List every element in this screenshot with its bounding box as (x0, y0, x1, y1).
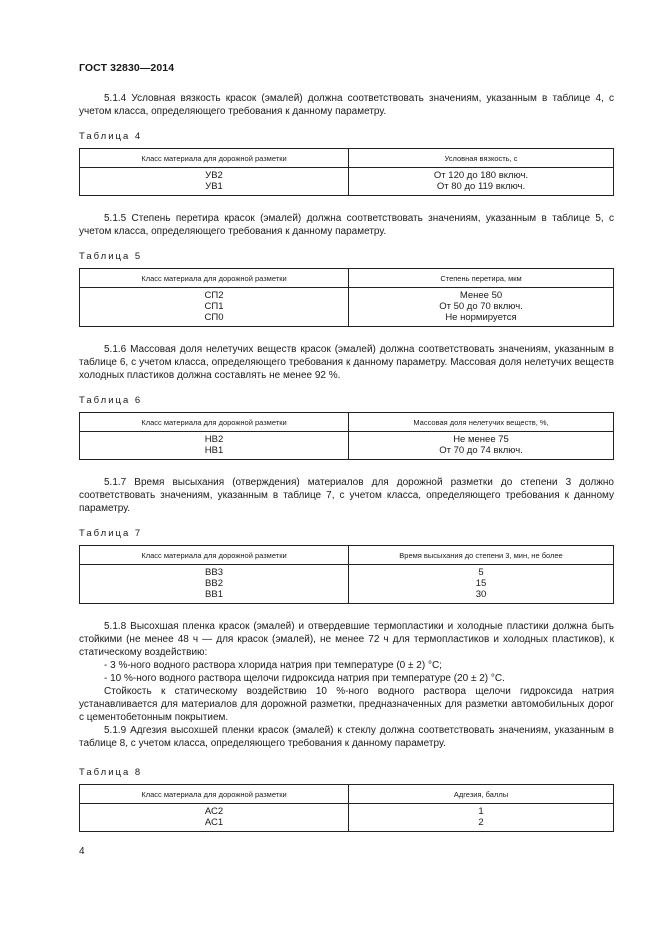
section-5-1-4 (79, 92, 614, 118)
class-code: ВВ2 (205, 578, 223, 589)
table-cell-value (349, 168, 614, 196)
class-code: СП2 (204, 290, 224, 301)
section-5-1-8 (79, 620, 614, 750)
table-cell-class (80, 804, 349, 832)
table-cell-value (349, 804, 614, 832)
class-code: СП1 (204, 301, 224, 312)
table-header-class: Класс материала для дорожной разметки (80, 413, 349, 432)
value-text: 5 (478, 567, 484, 578)
value-text: От 80 до 119 включ. (436, 181, 526, 192)
class-code: ВВ3 (205, 567, 223, 578)
table-header-value: Адгезия, баллы (349, 785, 614, 804)
table-8-caption: Таблица 8 (79, 767, 143, 778)
paragraph-text: 5.1.7 Время высыхания (отверждения) материалов для дорожной разметки до степени 3 должно соответствовать значениям, указанным в таблице 7, с учетом класса, определяющего требования к данному параметру. (79, 477, 614, 514)
table-header-row (80, 413, 614, 432)
class-code: АС1 (204, 817, 224, 828)
table-header-class: Класс материала для дорожной разметки (80, 546, 349, 565)
table-body-row (80, 168, 614, 196)
class-code: АС2 (204, 806, 224, 817)
paragraph-text: 5.1.5 Степень перетира красок (эмалей) должна соответствовать значениям, указанным в таблице 5, с учетом класса, определяющего требования к данному параметру. (79, 213, 614, 237)
table-header-class: Класс материала для дорожной разметки (80, 785, 349, 804)
value-text: Не менее 75 (453, 434, 509, 445)
table-header-row (80, 546, 614, 565)
page-number: 4 (79, 846, 85, 857)
section-5-1-9: 5.1.9 Адгезия высохшей пленки красок (эмалей) к стеклу должна соответствовать значениям, указанным в таблице 8, с учетом класса, определяющего требования к данному параметру. (79, 725, 614, 749)
section-5-1-6 (79, 343, 614, 382)
table-header-row (80, 149, 614, 168)
table-header-value: Массовая доля нелетучих веществ, %, (349, 413, 614, 432)
table-6 (79, 412, 614, 460)
table-5-caption: Таблица 5 (79, 251, 143, 262)
table-cell-class (80, 168, 349, 196)
class-code: НВ1 (204, 445, 224, 456)
table-header-value: Степень перетира, мкм (349, 269, 614, 288)
value-text: От 50 до 70 включ. (439, 301, 523, 312)
table-header-value: Время высыхания до степени 3, мин, не более (349, 546, 614, 565)
table-header-class: Класс материала для дорожной разметки (80, 149, 349, 168)
section-5-1-5 (79, 212, 614, 238)
paragraph-text: 5.1.4 Условная вязкость красок (эмалей) должна соответствовать значениям, указанным в таблице 4, с учетом класса, определяющего требования к данному параметру. (79, 93, 614, 117)
list-item: - 10 %-ного водного раствора щелочи гидроксида натрия при температуре (20 ± 2) °С. (104, 673, 505, 684)
value-text: Не нормируется (445, 312, 517, 323)
table-cell-value (349, 288, 614, 327)
table-header-row (80, 269, 614, 288)
table-cell-class (80, 432, 349, 460)
paragraph-text: 5.1.8 Высохшая пленка красок (эмалей) и отвердевшие термопластики и холодные пластики должна быть стойкими (не менее 48 ч — для красок (эмалей), не менее 72 ч для термопластиков и холодных пластиков), к статическому воздействию: (79, 621, 614, 658)
paragraph-text: Стойкость к статическому воздействию 10 %-ного водного раствора щелочи гидроксида натрия устанавливается для материалов для дорожной разметки, предназначенных для разметки автомобильных дорог с цементобетонным покрытием. (79, 686, 614, 723)
table-cell-class (80, 565, 349, 604)
document-header: ГОСТ 32830—2014 (79, 62, 175, 74)
section-5-1-7 (79, 476, 614, 515)
table-7-caption: Таблица 7 (79, 528, 143, 539)
table-body-row (80, 804, 614, 832)
table-cell-value (349, 432, 614, 460)
table-header-class: Класс материала для дорожной разметки (80, 269, 349, 288)
table-7 (79, 545, 614, 604)
table-6-caption: Таблица 6 (79, 395, 143, 406)
table-cell-class (80, 288, 349, 327)
table-4-caption: Таблица 4 (79, 131, 143, 142)
table-5 (79, 268, 614, 327)
table-header-row (80, 785, 614, 804)
table-body-row (80, 565, 614, 604)
list-item: - 3 %-ного водного раствора хлорида натрия при температуре (0 ± 2) °С; (104, 660, 442, 671)
value-text: 15 (475, 578, 487, 589)
table-header-value: Условная вязкость, с (349, 149, 614, 168)
class-code: ВВ1 (205, 589, 223, 600)
class-code: УВ2 (205, 170, 223, 181)
table-body-row (80, 432, 614, 460)
table-8 (79, 784, 614, 832)
value-text: От 120 до 180 включ. (433, 170, 529, 181)
table-cell-value (349, 565, 614, 604)
table-4 (79, 148, 614, 196)
class-code: НВ2 (204, 434, 224, 445)
class-code: СП0 (204, 312, 224, 323)
class-code: УВ1 (205, 181, 223, 192)
value-text: 1 (478, 806, 484, 817)
value-text: Менее 50 (459, 290, 503, 301)
value-text: 30 (475, 589, 487, 600)
value-text: От 70 до 74 включ. (439, 445, 523, 456)
table-body-row (80, 288, 614, 327)
value-text: 2 (478, 817, 484, 828)
paragraph-text: 5.1.6 Массовая доля нелетучих веществ красок (эмалей) должна соответствовать значениям, указанным в таблице 6, с учетом класса, определяющего требования к данному параметру. Массовая доля нелетучих веществ холодных пластиков должна составлять не менее 92 %. (79, 344, 614, 381)
